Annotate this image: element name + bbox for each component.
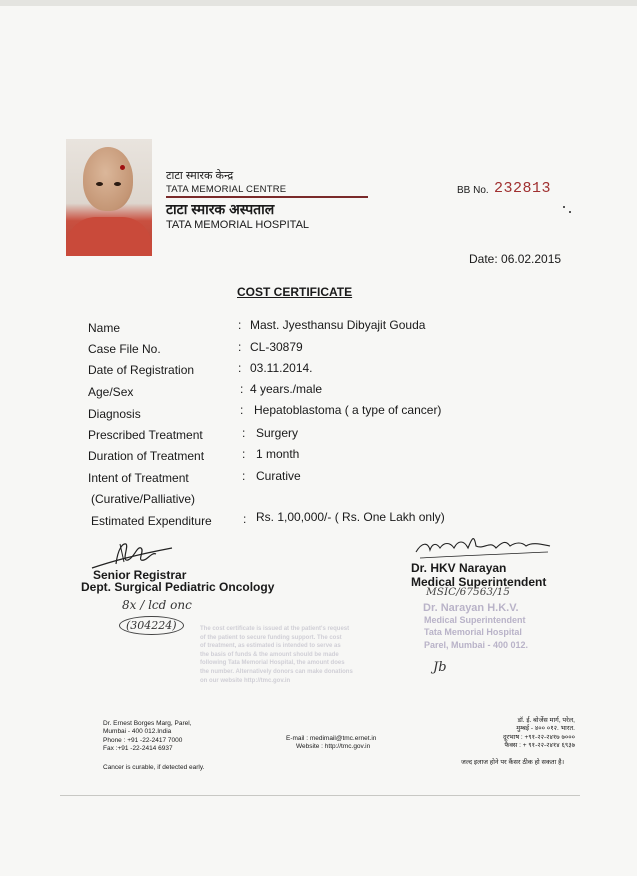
bb-label: BB No. xyxy=(457,185,489,196)
footer-contact xyxy=(286,735,376,752)
hindi-hospital-name: टाटा स्मारक अस्पताल xyxy=(166,201,275,217)
colon: : xyxy=(240,403,244,417)
stamp-address: Parel, Mumbai - 400 012. xyxy=(424,640,529,650)
top-edge xyxy=(0,0,637,6)
value-estimated-expenditure: Rs. 1,00,000/- ( Rs. One Lakh only) xyxy=(256,510,445,524)
stamp-hospital: Tata Memorial Hospital xyxy=(424,627,522,637)
hospital-name: TATA MEMORIAL HOSPITAL xyxy=(166,219,310,231)
address-line: Dr. Ernest Borges Marg, Parel, xyxy=(103,720,192,727)
email-line: E-mail : medimail@tmc.ernet.in xyxy=(286,735,377,742)
bb-number: 232813 xyxy=(494,180,552,197)
stamp-name: Dr. Narayan H.K.V. xyxy=(423,602,519,614)
hindi-centre-name: टाटा स्मारक केन्द्र xyxy=(166,170,234,182)
photo-shirt xyxy=(66,217,152,256)
value-registration-date: 03.11.2014. xyxy=(250,361,313,375)
patient-photo xyxy=(66,139,152,256)
label-intent-options: (Curative/Palliative) xyxy=(91,492,196,506)
watermark-line: of treatment, as estimated is intended to serve as xyxy=(200,643,341,650)
photo-eye-left xyxy=(96,182,103,186)
hindi-cancer-note: जल्द इलाज होने पर कैंसर ठीक हो सकता है। xyxy=(461,759,565,766)
value-duration: 1 month xyxy=(256,447,300,461)
value-case-file: CL-30879 xyxy=(250,340,303,354)
registrar-department: Dept. Surgical Pediatric Oncology xyxy=(81,580,275,594)
photo-face xyxy=(83,147,133,211)
hindi-address-line: दूरभाष : +९१-२२-२४१७ ७००० xyxy=(502,733,575,741)
label-estimated-expenditure: Estimated Expenditure xyxy=(91,514,212,528)
colon: : xyxy=(242,469,246,483)
registrar-title: Senior Registrar xyxy=(93,568,187,582)
watermark-line: of the patient to secure funding support. The cost xyxy=(200,634,342,641)
colon: : xyxy=(243,512,247,526)
watermark-line: the number. Alternatively donors can make donations xyxy=(200,668,353,675)
label-duration: Duration of Treatment xyxy=(88,449,205,463)
colon: : xyxy=(242,447,246,461)
watermark-line: following Tata Memorial Hospital, the amount does xyxy=(200,660,345,667)
value-age-sex: 4 years./male xyxy=(250,382,323,396)
handwritten-reference: MSIC/67563/15 xyxy=(426,586,510,598)
certificate-title: COST CERTIFICATE xyxy=(237,285,353,299)
speck xyxy=(569,211,571,213)
value-intent: Curative xyxy=(256,469,301,483)
superintendent-title: Medical Superintendent xyxy=(411,575,547,589)
label-case-file: Case File No. xyxy=(88,342,161,356)
photo-bindi xyxy=(120,165,125,170)
handwritten-initials: Jb xyxy=(433,660,447,675)
address-line: Mumbai - 400 012.India xyxy=(103,728,172,736)
certificate-date: Date: 06.02.2015 xyxy=(469,252,562,266)
label-intent: Intent of Treatment xyxy=(88,471,189,485)
hindi-address-line: डॉ. ई. बोर्जेस मार्ग, परेल, xyxy=(517,717,575,724)
label-registration-date: Date of Registration xyxy=(88,363,195,377)
handwritten-circled-number: (304224) xyxy=(119,616,184,635)
bottom-rule xyxy=(60,795,580,796)
centre-name: TATA MEMORIAL CENTRE xyxy=(166,184,287,195)
watermark-text xyxy=(200,625,382,685)
hindi-address-line: मुम्बई - ४०० ०१२. भारत. xyxy=(516,725,575,733)
speck xyxy=(563,206,565,208)
label-age-sex: Age/Sex xyxy=(88,385,134,399)
footer-address xyxy=(103,720,192,753)
colon: : xyxy=(242,426,246,440)
value-name: Mast. Jyesthansu Dibyajit Gouda xyxy=(250,318,426,332)
colon: : xyxy=(238,340,242,354)
watermark-line: on our website http://tmc.gov.in xyxy=(200,677,291,684)
label-prescribed-treatment: Prescribed Treatment xyxy=(88,428,203,442)
colon: : xyxy=(238,361,242,375)
hindi-address-line: फैक्स : + ९१-२२-२४१४ ६९३७ xyxy=(504,741,575,749)
address-line: Fax :+91 -22-2414 6937 xyxy=(103,744,173,752)
handwritten-note: 8x / lcd onc xyxy=(122,598,192,612)
label-diagnosis: Diagnosis xyxy=(88,407,141,421)
label-name: Name xyxy=(88,321,121,335)
colon: : xyxy=(240,382,244,396)
address-line: Phone : +91 -22-2417 7000 xyxy=(103,736,183,744)
cancer-note: Cancer is curable, if detected early. xyxy=(103,764,205,771)
website-line: Website : http://tmc.gov.in xyxy=(296,743,371,751)
value-prescribed-treatment: Surgery xyxy=(256,426,299,440)
stamp-designation: Medical Superintendent xyxy=(424,615,526,625)
photo-eye-right xyxy=(114,182,121,186)
header-rule xyxy=(166,196,368,198)
superintendent-name: Dr. HKV Narayan xyxy=(411,561,507,575)
value-diagnosis: Hepatoblastoma ( a type of cancer) xyxy=(254,403,442,417)
watermark-line: The cost certificate is issued at the patient's request xyxy=(200,626,350,632)
footer-hindi-address xyxy=(480,717,575,750)
superintendent-signature xyxy=(414,530,554,562)
watermark-line: the basis of funds & the amount should be made xyxy=(200,651,339,658)
colon: : xyxy=(238,318,242,332)
